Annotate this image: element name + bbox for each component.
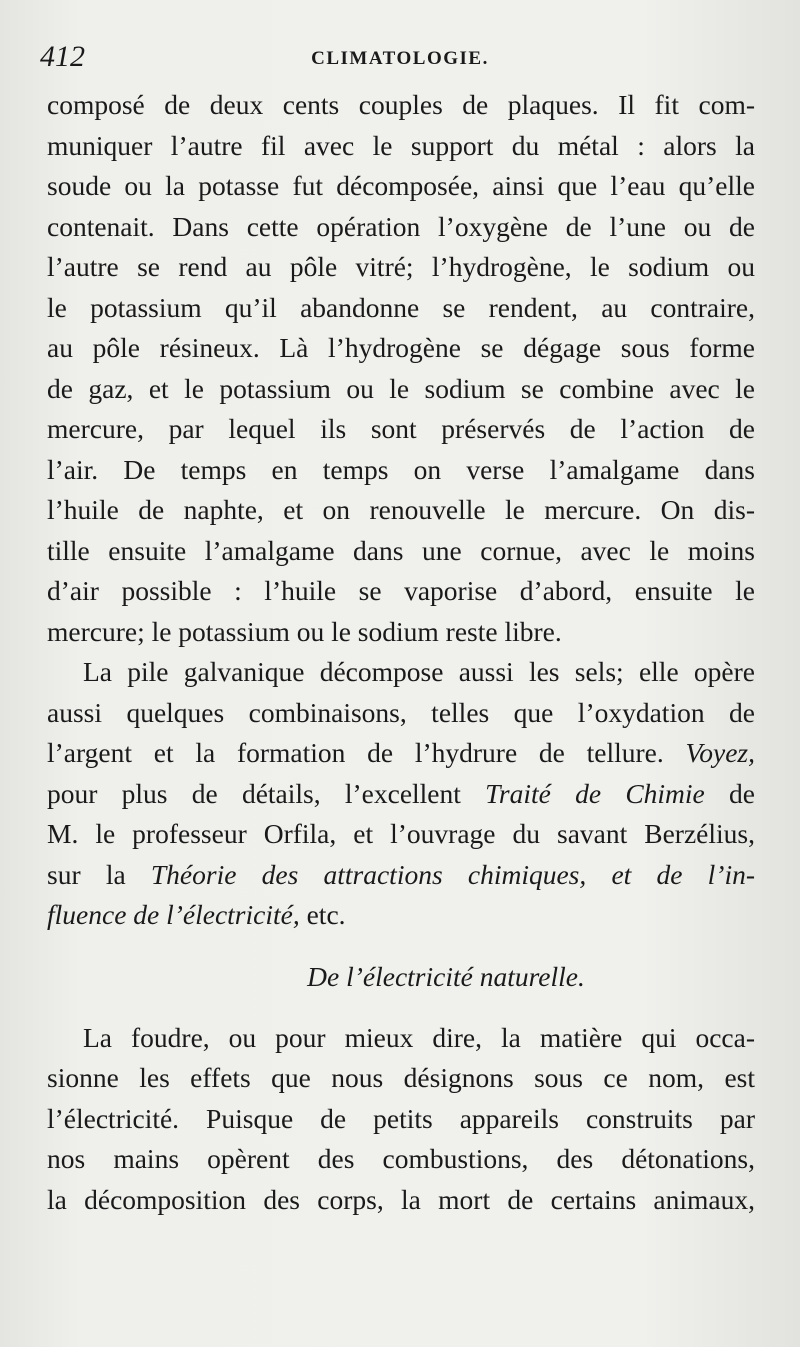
section-heading: De l’électricité naturelle. [307,960,585,992]
text-run: etc. [306,899,346,930]
text-line: le potassium qu’il abandonne se rendent, au contraire, [47,291,755,323]
text-run: sur la [47,858,126,890]
page-header [40,40,760,80]
text-line: mercure; le potassium ou le sodium reste libre. [47,615,562,647]
italic-run: Théorie des attractions chimiques, et de l’in- [150,858,755,890]
paragraph-3 [47,1018,755,1221]
text-run: pour plus de détails, l’excellent [47,777,461,809]
text-line [47,774,755,815]
text-line [47,733,755,774]
text-line: M. le professeur Orfila, et l’ouvrage du savant Berzélius, [47,818,755,849]
text-line [47,855,755,896]
text-line: tille ensuite l’amalgame dans une cornue, avec le moins [47,534,755,566]
text-line: d’air possible : l’huile se vaporise d’abord, ensuite le [47,575,755,606]
spacer [47,1002,755,1018]
text-line: l’huile de naphte, et on renouvelle le mercure. On dis- [47,494,755,525]
text-line: aussi quelques combinaisons, telles que l’oxydation de [47,696,755,728]
text-line: contenait. Dans cette opération l’oxygène de l’une ou de [47,210,755,242]
text-line: l’air. De temps en temps on verse l’amalgame dans [47,453,755,485]
paragraph-1 [47,85,755,652]
spacer [47,936,755,952]
text-line: composé de deux cents couples de plaques. Il fit com- [47,89,755,120]
text-line: soude ou la potasse fut décomposée, ainsi que l’eau qu’elle [47,170,755,201]
body-text [47,85,755,1220]
text-line: au pôle résineux. Là l’hydrogène se dégage sous forme [47,332,755,363]
text-line: muniquer l’autre fil avec le support du métal : alors la [47,129,755,161]
text-line: La pile galvanique décompose aussi les sels; elle opère [83,656,755,687]
page-number: 412 [40,40,85,73]
text-run: de [729,777,755,809]
running-head: CLIMATOLOGIE. [311,48,489,69]
italic-run: Traité de Chimie [485,777,705,809]
paragraph-2 [47,652,755,936]
text-line: l’électricité. Puisque de petits appareils construits par [47,1102,755,1134]
text-line [47,895,755,936]
text-run: l’argent et la formation de l’hydrure de tellure. [47,737,664,768]
text-line: la décomposition des corps, la mort de certains animaux, [47,1183,755,1215]
italic-run: fluence de l’électricité, [47,899,300,930]
text-line: de gaz, et le potassium ou le sodium se combine avec le [47,372,755,404]
text-line: mercure, par lequel ils sont préservés de l’action de [47,413,755,444]
text-line: sionne les effets que nous désignons sous ce nom, est [47,1062,755,1093]
text-line: l’autre se rend au pôle vitré; l’hydrogène, le sodium ou [47,251,755,282]
text-line: nos mains opèrent des combustions, des détonations, [47,1143,755,1174]
text-line: La foudre, ou pour mieux dire, la matière qui occa- [83,1021,755,1053]
italic-run: Voyez, [685,737,755,768]
